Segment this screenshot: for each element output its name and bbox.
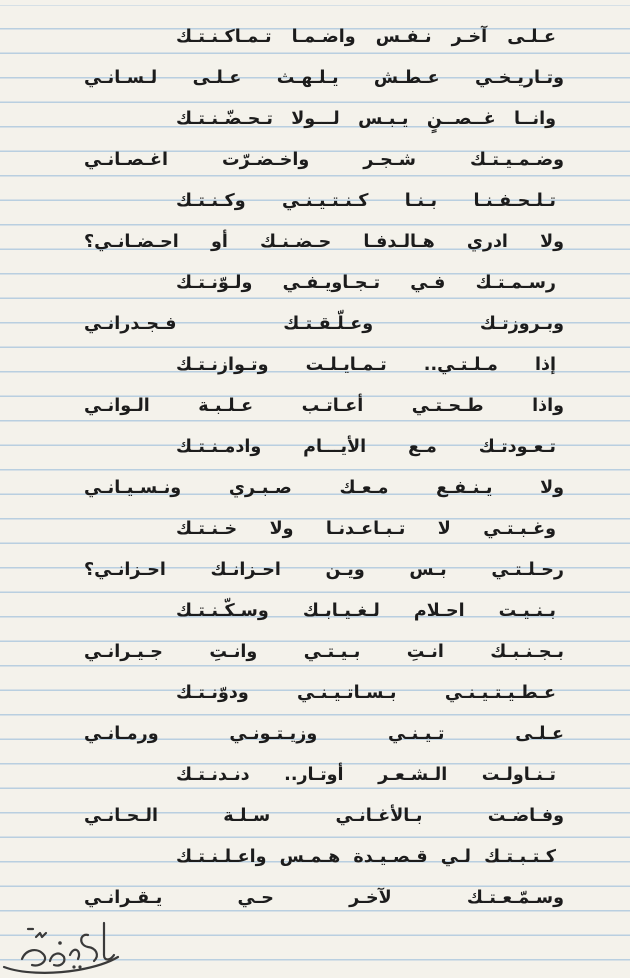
poem-line-1: عـلـى آخـر نـفـس واضـمـا تـمـاكـنـتـك [176,27,556,47]
poem-line-20: وفـاضـت بـالأغـانـي سـلـة الـحـانـي [84,806,564,826]
poem-line-8: وبـروزتـك وعـلّـقـتـك فـجـدرانـي [84,314,564,334]
poem-line-14: رحـلـتـي بـس ويـن احـزانـك احـزانـي؟ [84,560,564,580]
poem-line-2: وتـاريـخـي عـطـش يـلـهـث عـلـى لـسـانـي [84,68,564,88]
poem-line-16: بـجـنـبـك انـتِ بـيـتـي وانـتِ جـيـرانـي [84,642,564,662]
poem-line-15: بـنـيـت احـلام لـغـيـابـك وسـكّـنـتـك [176,601,556,621]
poem-line-4: وضـمـيـتـك شـجـر واخـضـرّت اغـصـانـي [84,150,564,170]
poem-text [0,22,630,908]
poem-line-7: رسـمـتـك فـي تـجـاويـفـي ولـوّنـتـك [176,273,556,293]
poem-line-18: عـلـى تـيـنـي وزيـتـونـي ورمـانـي [84,724,564,744]
poem-line-9: إذا مـلـتـي.. تـمـايـلـت وتـوازنـتـك [176,355,556,375]
poem-line-19: تـنـاولـت الـشـعـر أوتـار.. دنـدنـتـك [176,765,556,785]
poem-line-12: ولا يـنـفـع مـعـك صـبـري ونـسـيـانـي [84,478,564,498]
poem-line-5: تـلـحـفـنـا بـنـا كـنـتـيـنـي وكـنـتـك [176,191,556,211]
poem-line-3: وانــا غــصــنٍ يـبـس لـــولا تـحـضّـنـتـك [176,109,556,129]
poem-line-17: عـطـيـتـيـنـي بـسـاتـيـنـي ودوّنـتـك [176,683,556,703]
poem-line-22: وسـمّـعـتـك لآخـر حـي يـقـرانـي [84,888,564,908]
poem-line-13: وغـبـتـي لا تـبـاعـدنـا ولا خـنـتـك [176,519,556,539]
poem-line-11: تـعـودتـك مـع الأيـــام وادمـنـتـك [176,437,556,457]
poem-line-21: كـتـبـتـك لـي قـصـيـدة هـمـس واعـلـنـتـك [176,847,556,867]
signature-logo [0,915,130,978]
poem-line-6: ولا ادري هـالـدفـا حـضـنـك أو احـضـانـي؟ [84,232,564,252]
poem-line-10: واذا طـحـتـي أعـاتـب عـلـبـة الـوانـي [84,396,564,416]
